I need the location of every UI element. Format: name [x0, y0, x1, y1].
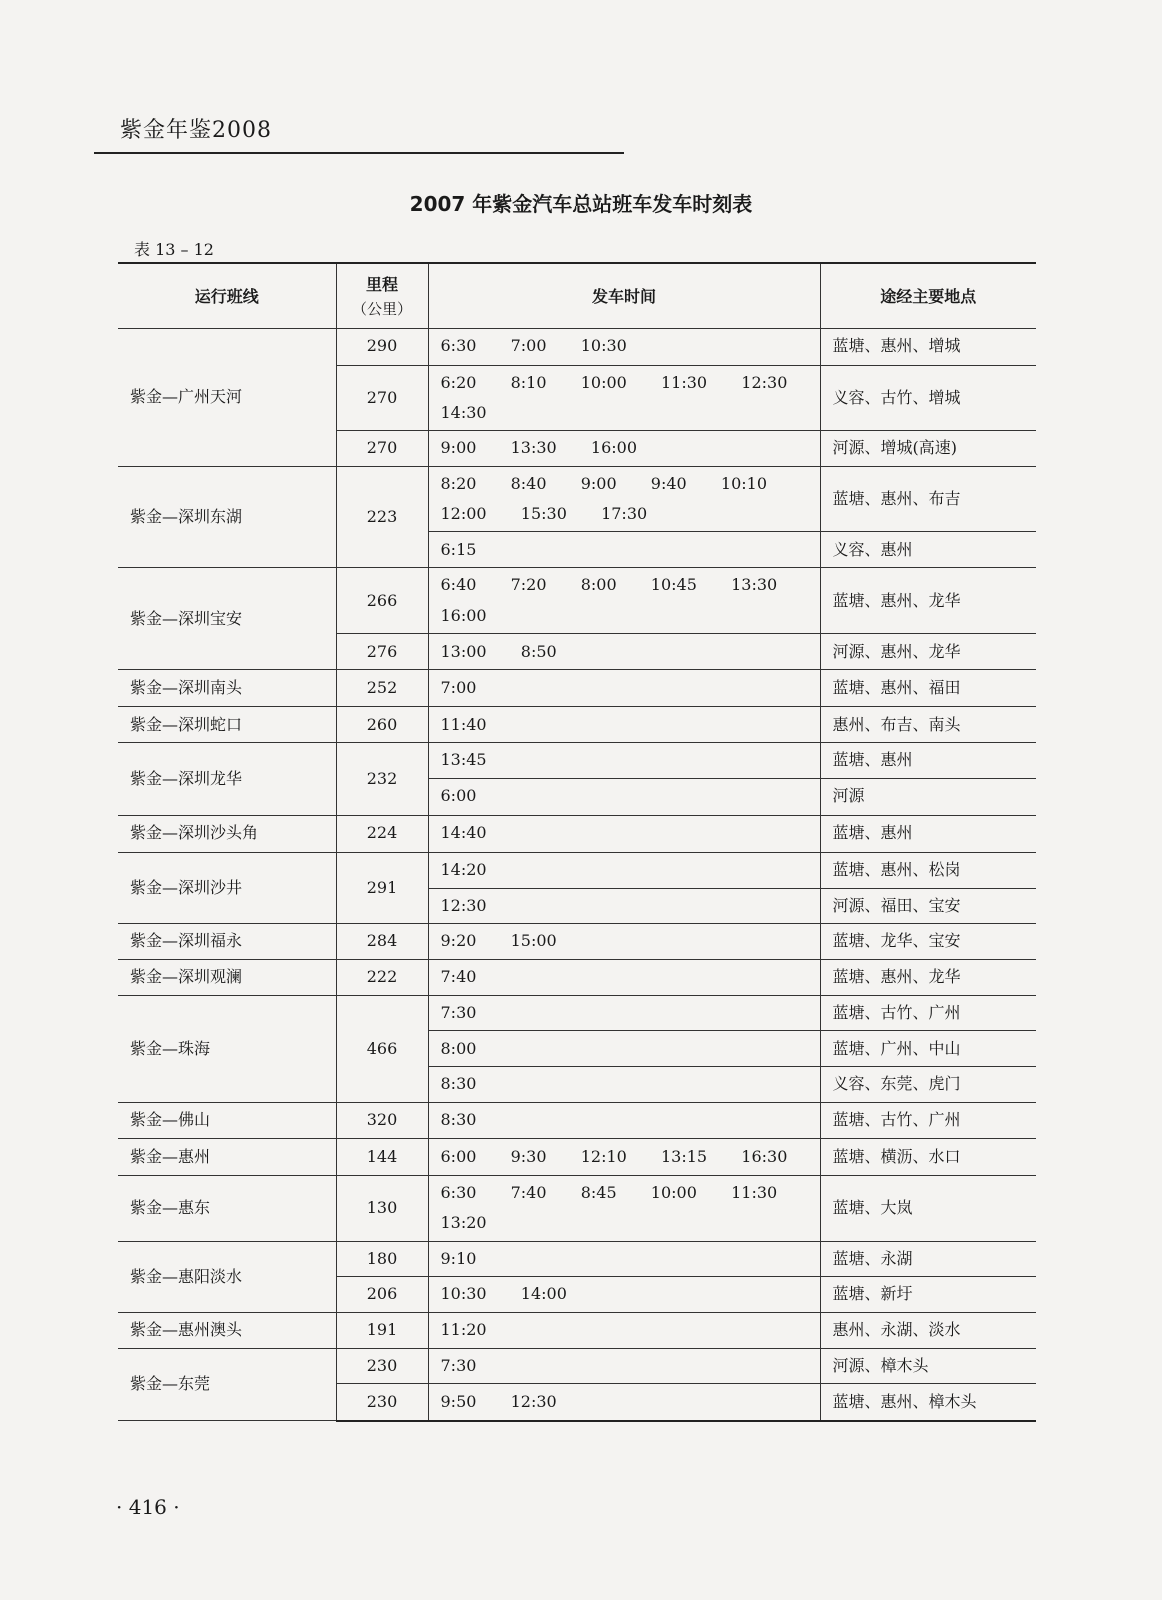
departure-times-cell: 8:30: [428, 1102, 820, 1138]
departure-times-cell: 6:30 7:40 8:45 10:00 11:30 13:20: [428, 1175, 820, 1241]
distance-cell: 230: [336, 1384, 428, 1421]
via-stops-cell: 蓝塘、惠州、龙华: [820, 568, 1036, 634]
departure-times-cell: 8:20 8:40 9:00 9:40 10:10 12:00 15:30 17:30: [428, 466, 820, 532]
via-stops-cell: 义容、古竹、增城: [820, 365, 1036, 431]
departure-times-cell: 11:20: [428, 1312, 820, 1348]
page-number: · 416 ·: [116, 1495, 180, 1519]
route-cell: 紫金—东莞: [118, 1348, 336, 1420]
table-row: [118, 1138, 1036, 1175]
via-stops-cell: 义容、惠州: [820, 532, 1036, 568]
via-stops-cell: 河源: [820, 778, 1036, 815]
via-stops-cell: 蓝塘、惠州: [820, 743, 1036, 778]
running-head: 紫金年鉴2008: [120, 118, 272, 143]
departure-times-cell: 6:40 7:20 8:00 10:45 13:30 16:00: [428, 568, 820, 634]
route-cell: 紫金—深圳南头: [118, 670, 336, 707]
departure-times-cell: 7:30: [428, 996, 820, 1031]
header-distance: [336, 263, 428, 328]
via-stops-cell: 河源、惠州、龙华: [820, 634, 1036, 670]
departure-times-cell: 10:30 14:00: [428, 1276, 820, 1312]
table-row: [118, 1241, 1036, 1276]
via-stops-cell: 蓝塘、惠州、樟木头: [820, 1384, 1036, 1421]
route-cell: 紫金—深圳沙头角: [118, 815, 336, 852]
table-row: [118, 852, 1036, 888]
route-cell: 紫金—佛山: [118, 1102, 336, 1138]
route-cell: 紫金—深圳蛇口: [118, 707, 336, 743]
departure-times-cell: 8:30: [428, 1067, 820, 1102]
departure-times-cell: 9:00 13:30 16:00: [428, 431, 820, 466]
departure-times-cell: 12:30: [428, 888, 820, 923]
distance-cell: 291: [336, 852, 428, 923]
table-row: [118, 568, 1036, 634]
header-rule: [94, 152, 624, 154]
via-stops-cell: 蓝塘、古竹、广州: [820, 1102, 1036, 1138]
via-stops-cell: 蓝塘、惠州、龙华: [820, 960, 1036, 996]
distance-cell: 144: [336, 1138, 428, 1175]
via-stops-cell: 蓝塘、惠州: [820, 815, 1036, 852]
distance-cell: 466: [336, 996, 428, 1103]
distance-cell: 284: [336, 924, 428, 960]
via-stops-cell: 蓝塘、新圩: [820, 1276, 1036, 1312]
via-stops-cell: 河源、樟木头: [820, 1348, 1036, 1383]
via-stops-cell: 蓝塘、大岚: [820, 1175, 1036, 1241]
departure-times-cell: 6:20 8:10 10:00 11:30 12:30 14:30: [428, 365, 820, 431]
departure-times-cell: 8:00: [428, 1031, 820, 1067]
header-via: 途经主要地点: [880, 287, 977, 307]
via-stops-cell: 蓝塘、惠州、增城: [820, 328, 1036, 365]
via-stops-cell: 蓝塘、横沥、水口: [820, 1138, 1036, 1175]
header-distance-label: 里程: [365, 275, 398, 295]
departure-times-cell: 7:30: [428, 1348, 820, 1383]
via-stops-cell: 蓝塘、惠州、福田: [820, 670, 1036, 707]
header-times: 发车时间: [428, 263, 820, 328]
table-row: [118, 815, 1036, 852]
table-row: [118, 996, 1036, 1031]
table-row: [118, 670, 1036, 707]
via-stops-cell: 河源、增城(高速): [820, 431, 1036, 466]
table-row: [118, 1348, 1036, 1383]
header-distance-unit: （公里）: [351, 300, 412, 319]
departure-times-cell: 14:40: [428, 815, 820, 852]
departure-times-cell: 9:50 12:30: [428, 1384, 820, 1421]
route-cell: 紫金—深圳福永: [118, 924, 336, 960]
via-stops-cell: 蓝塘、古竹、广州: [820, 996, 1036, 1031]
table-row: [118, 743, 1036, 778]
via-stops-cell: 蓝塘、永湖: [820, 1241, 1036, 1276]
table-row: [118, 960, 1036, 996]
distance-cell: 266: [336, 568, 428, 634]
via-stops-cell: 义容、东莞、虎门: [820, 1067, 1036, 1102]
distance-cell: 270: [336, 431, 428, 466]
table-number: 表 13 – 12: [134, 240, 214, 259]
via-stops-cell: 蓝塘、惠州、松岗: [820, 852, 1036, 888]
distance-cell: 130: [336, 1175, 428, 1241]
route-cell: 紫金—广州天河: [118, 328, 336, 466]
via-stops-cell: 惠州、永湖、淡水: [820, 1312, 1036, 1348]
departure-times-cell: 13:00 8:50: [428, 634, 820, 670]
via-stops-cell: 蓝塘、龙华、宝安: [820, 924, 1036, 960]
distance-cell: 230: [336, 1348, 428, 1383]
schedule-table: [118, 262, 1036, 1422]
table-header: [118, 263, 1036, 328]
table-row: [118, 328, 1036, 365]
departure-times-cell: 7:00: [428, 670, 820, 707]
departure-times-cell: 6:30 7:00 10:30: [428, 328, 820, 365]
header-route: 运行班线: [118, 263, 336, 328]
departure-times-cell: 14:20: [428, 852, 820, 888]
table-row: [118, 1102, 1036, 1138]
distance-cell: 270: [336, 365, 428, 431]
departure-times-cell: 9:10: [428, 1241, 820, 1276]
route-cell: 紫金—深圳龙华: [118, 743, 336, 815]
distance-cell: 290: [336, 328, 428, 365]
table-row: [118, 1175, 1036, 1241]
table-row: [118, 707, 1036, 743]
route-cell: 紫金—惠东: [118, 1175, 336, 1241]
route-cell: 紫金—惠阳淡水: [118, 1241, 336, 1312]
distance-cell: 180: [336, 1241, 428, 1276]
route-cell: 紫金—珠海: [118, 996, 336, 1103]
distance-cell: 222: [336, 960, 428, 996]
distance-cell: 320: [336, 1102, 428, 1138]
distance-cell: 276: [336, 634, 428, 670]
via-stops-cell: 河源、福田、宝安: [820, 888, 1036, 923]
route-cell: 紫金—深圳观澜: [118, 960, 336, 996]
distance-cell: 206: [336, 1276, 428, 1312]
route-cell: 紫金—惠州澳头: [118, 1312, 336, 1348]
departure-times-cell: 7:40: [428, 960, 820, 996]
distance-cell: 191: [336, 1312, 428, 1348]
distance-cell: 252: [336, 670, 428, 707]
route-cell: 紫金—深圳沙井: [118, 852, 336, 923]
departure-times-cell: 9:20 15:00: [428, 924, 820, 960]
via-stops-cell: 蓝塘、惠州、布吉: [820, 466, 1036, 532]
via-stops-cell: 蓝塘、广州、中山: [820, 1031, 1036, 1067]
distance-cell: 232: [336, 743, 428, 815]
distance-cell: 223: [336, 466, 428, 568]
table-row: [118, 466, 1036, 532]
departure-times-cell: 6:15: [428, 532, 820, 568]
table-body: [118, 328, 1036, 1421]
table-row: [118, 1312, 1036, 1348]
table-title: 2007 年紫金汽车总站班车发车时刻表: [409, 192, 753, 216]
distance-cell: 260: [336, 707, 428, 743]
departure-times-cell: 6:00: [428, 778, 820, 815]
distance-cell: 224: [336, 815, 428, 852]
departure-times-cell: 13:45: [428, 743, 820, 778]
departure-times-cell: 6:00 9:30 12:10 13:15 16:30: [428, 1138, 820, 1175]
route-cell: 紫金—深圳宝安: [118, 568, 336, 670]
via-stops-cell: 惠州、布吉、南头: [820, 707, 1036, 743]
route-cell: 紫金—惠州: [118, 1138, 336, 1175]
route-cell: 紫金—深圳东湖: [118, 466, 336, 568]
table-row: [118, 924, 1036, 960]
departure-times-cell: 11:40: [428, 707, 820, 743]
